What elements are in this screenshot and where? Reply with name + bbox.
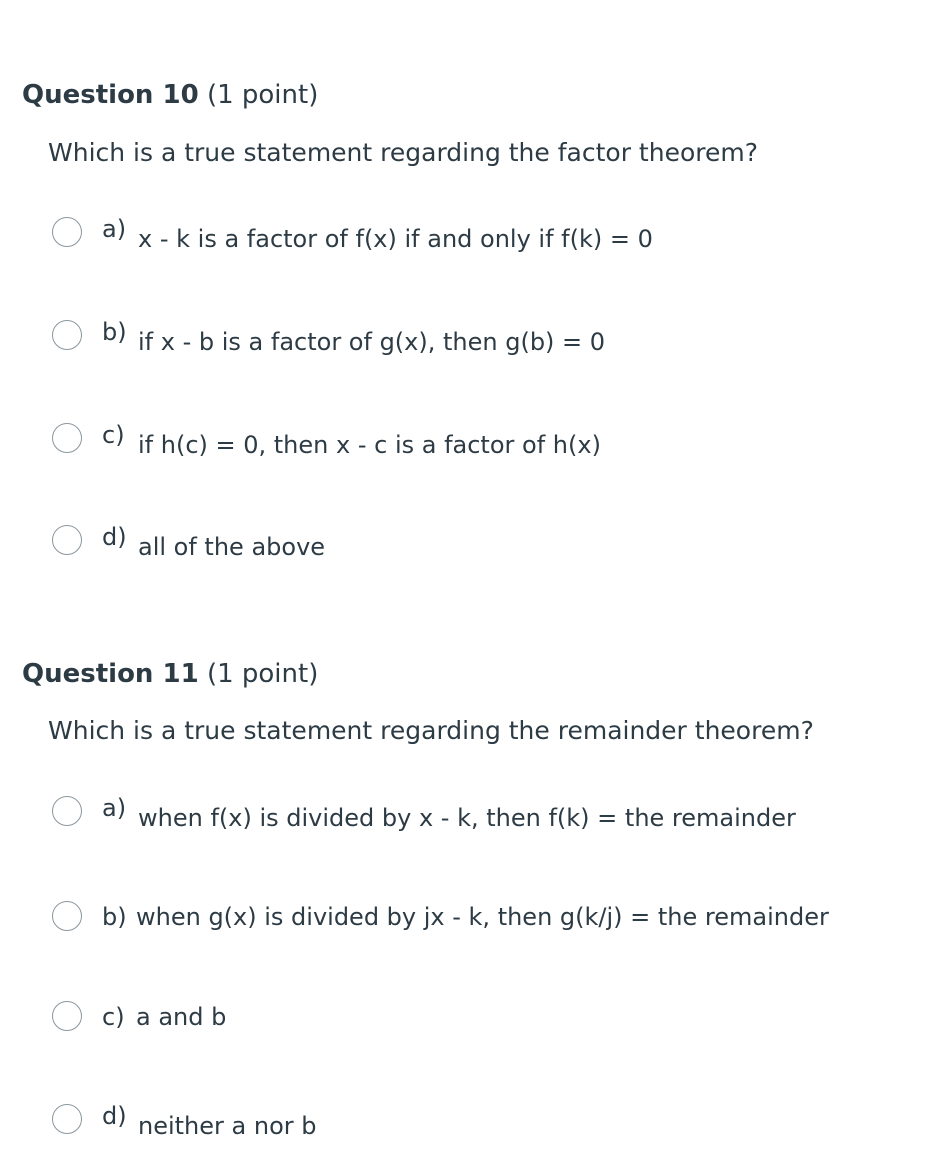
radio-button[interactable] xyxy=(52,423,82,453)
option-letter: a) xyxy=(102,794,127,822)
question-points: (1 point) xyxy=(206,80,319,110)
radio-button[interactable] xyxy=(52,525,82,555)
q11-option-c[interactable] xyxy=(52,1001,912,1045)
question-title: Question 11 xyxy=(22,659,199,689)
option-text: neither a nor b xyxy=(138,1112,317,1140)
option-text: if h(c) = 0, then x - c is a factor of h(x) xyxy=(138,431,601,459)
option-letter: d) xyxy=(102,1102,127,1130)
option-letter: b) xyxy=(102,318,127,346)
option-text: x - k is a factor of f(x) if and only if f(k) = 0 xyxy=(138,225,653,253)
radio-button[interactable] xyxy=(52,217,82,247)
radio-button[interactable] xyxy=(52,796,82,826)
option-text: a and b xyxy=(136,1003,227,1031)
radio-button[interactable] xyxy=(52,320,82,350)
option-text: if x - b is a factor of g(x), then g(b) = 0 xyxy=(138,328,606,356)
q10-option-a[interactable] xyxy=(52,217,912,261)
option-letter: c) xyxy=(102,421,125,449)
q10-option-b[interactable] xyxy=(52,320,912,364)
question-title: Question 10 xyxy=(22,80,199,110)
question-10-header xyxy=(22,79,318,111)
q10-option-c[interactable] xyxy=(52,423,912,467)
q11-option-b[interactable] xyxy=(52,901,912,945)
option-text: when g(x) is divided by jx - k, then g(k/j) = the remainder xyxy=(136,903,829,931)
option-text: when f(x) is divided by x - k, then f(k) = the remainder xyxy=(138,804,796,832)
question-11-header xyxy=(22,658,318,690)
radio-button[interactable] xyxy=(52,1001,82,1031)
q11-option-a[interactable] xyxy=(52,796,912,840)
option-letter: b) xyxy=(102,903,127,931)
option-text: all of the above xyxy=(138,533,326,561)
radio-button[interactable] xyxy=(52,1104,82,1134)
q10-option-d[interactable] xyxy=(52,525,912,569)
question-11-text: Which is a true statement regarding the remainder theorem? xyxy=(48,716,814,745)
option-letter: d) xyxy=(102,523,127,551)
q11-option-d[interactable] xyxy=(52,1104,912,1148)
option-letter: c) xyxy=(102,1003,125,1031)
option-letter: a) xyxy=(102,215,127,243)
question-10-text: Which is a true statement regarding the factor theorem? xyxy=(48,138,758,167)
radio-button[interactable] xyxy=(52,901,82,931)
question-points: (1 point) xyxy=(206,659,319,689)
